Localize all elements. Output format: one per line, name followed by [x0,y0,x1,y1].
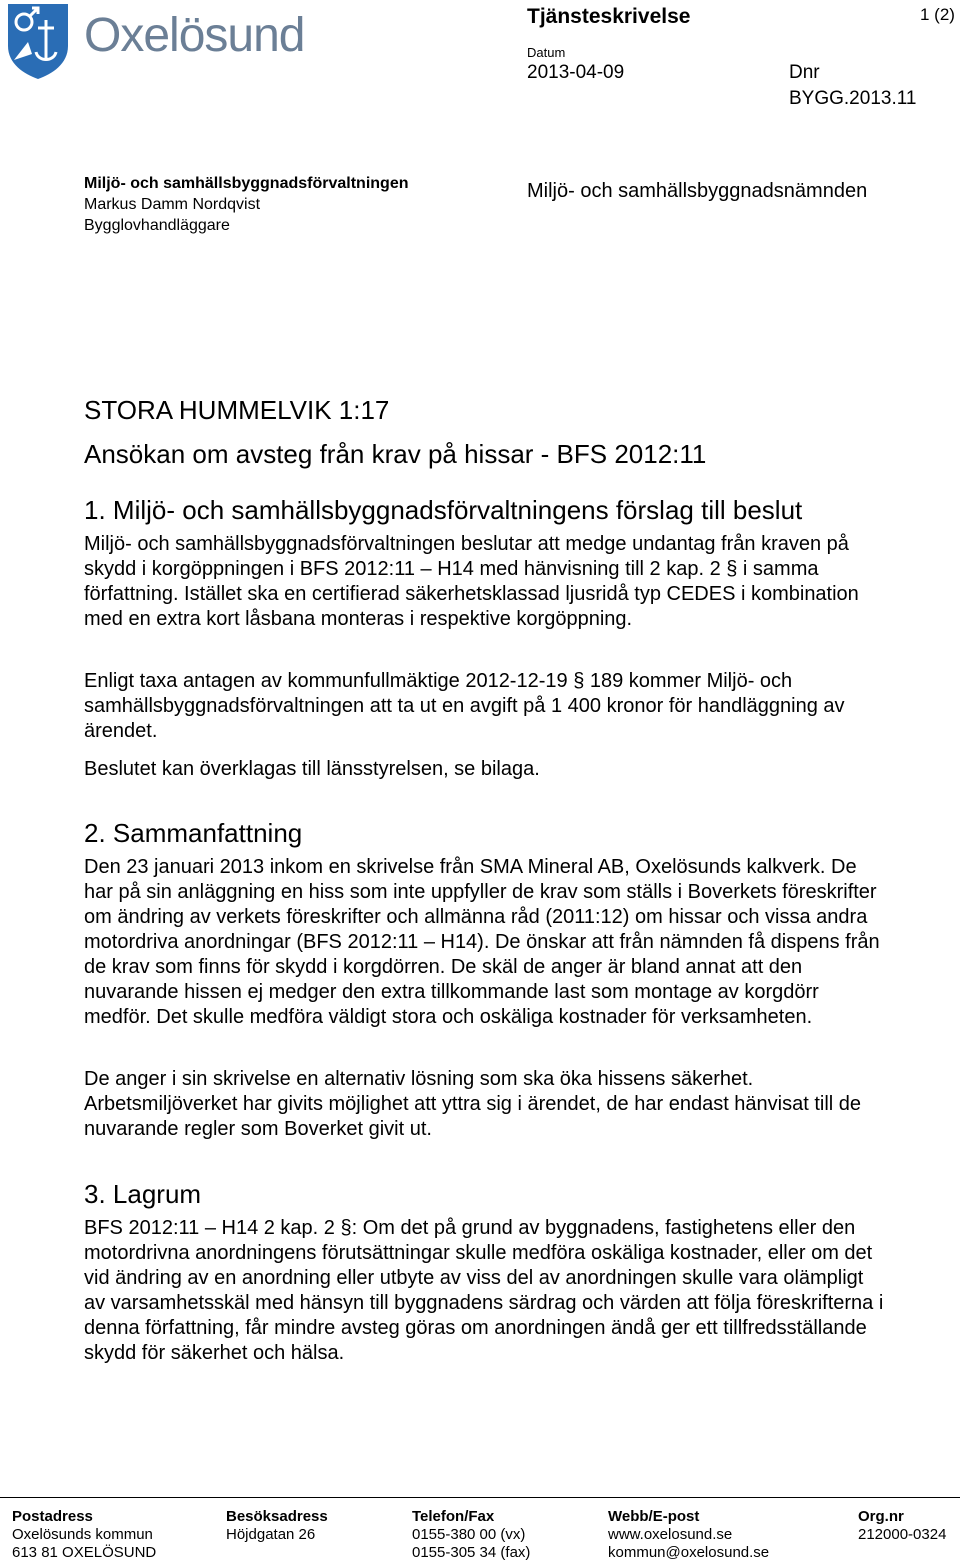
dnr-value: BYGG.2013.11 [789,88,917,109]
footer [0,1497,960,1561]
sender-title: Bygglovhandläggare [84,217,230,234]
section-2-paragraph-1: Den 23 januari 2013 inkom en skrivelse från SMA Mineral AB, Oxelösunds kalkverk. De har på sin anläggning en hiss som inte uppfyller de krav som ställs i Boverkets föreskrifter om ändring av verkets föreskrifter och allmänna råd (2011:12) om hissar och vissa andra motordriva anordningar (BFS 2012:11 – H14). De önskar att från nämnden få dispens från de krav som finns för skydd i korgdörren. De skäl de anger är bland annat att den nuvarande hissen ej medger den extra tillkommande last som montage av korgdörr medför. Det skulle medföra väldigt stora och oskäliga kostnader för verksamheten. [84,856,880,1028]
section-2-heading: 2. Sammanfattning [84,818,303,848]
footer-website-link[interactable]: www.oxelosund.se [608,1526,733,1543]
recipient: Miljö- och samhällsbyggnadsnämnden [527,180,868,202]
sender-name: Markus Damm Nordqvist [84,196,261,213]
section-1-paragraph-3: Beslutet kan överklagas till länsstyrelsen, se bilaga. [84,758,540,780]
oxelosund-shield-icon [6,2,70,80]
dnr-label: Dnr [789,62,820,83]
document-title-subject: Ansökan om avsteg från krav på hissar - BFS 2012:11 [84,439,707,469]
footer-visiting-address: Besöksadress Höjdgatan 26 [226,1508,328,1543]
section-3-heading: 3. Lagrum [84,1179,202,1209]
footer-postal-address: Postadress Oxelösunds kommun 613 81 OXELÖSUND [12,1508,157,1561]
section-1-heading: 1. Miljö- och samhällsbyggnadsförvaltningens förslag till beslut [84,495,803,525]
document-title-property: STORA HUMMELVIK 1:17 [84,395,390,425]
footer-web-email: Webb/E-post www.oxelosund.se kommun@oxelosund.se [608,1508,770,1561]
date-value: 2013-04-09 [527,62,625,83]
footer-email-link[interactable]: kommun@oxelosund.se [608,1544,770,1561]
logo-wordmark: Oxelösund [84,9,305,62]
document-type: Tjänsteskrivelse [527,5,691,28]
section-2-paragraph-2: De anger i sin skrivelse en alternativ lösning som ska öka hissens säkerhet. Arbetsmiljöverket har givits möjlighet att yttra sig i ärendet, de har endast hänvisat till de nuvarande regler som Boverket givit ut. [84,1068,862,1140]
section-3-paragraph-1: BFS 2012:11 – H14 2 kap. 2 §: Om det på grund av byggnadens, fastighetens eller den motordrivna anordningens förutsättningar skulle medföra oskäliga kostnader, eller om det vid ändring av en anordning eller utbyte av viss del av anordningen skulle vara olämpligt av varsamhetsskäl med hänsyn till byggnadens särdrag och värden att följa föreskrifterna i denna författning, får mindre avsteg göras om anordningen ändå ger ett tillfredsställande skydd för säkerhet och hälsa. [84,1217,884,1364]
page-number: 1 (2) [920,5,955,24]
footer-org-number: Org.nr 212000-0324 [858,1508,947,1543]
sender-organization: Miljö- och samhällsbyggnadsförvaltningen [84,175,409,192]
section-1-paragraph-2: Enligt taxa antagen av kommunfullmäktige 2012-12-19 § 189 kommer Miljö- och samhällsbyggnadsförvaltningen att ta ut en avgift på 1 400 kronor för handläggning av ärendet. [84,670,845,742]
date-label: Datum [527,45,566,60]
section-1-paragraph-1: Miljö- och samhällsbyggnadsförvaltningen beslutar att medge undantag från kraven på skydd i korgöppningen i BFS 2012:11 – H14 med hänvisning till 2 kap. 2 § i samma författning. Istället ska en certifierad säkerhetsklassad ljusridå typ CEDES i kombination med en extra kort låsbana monteras i respektive korgöppning. [84,533,859,630]
footer-phone-fax: Telefon/Fax 0155-380 00 (vx) 0155-305 34 (fax) [412,1508,531,1561]
